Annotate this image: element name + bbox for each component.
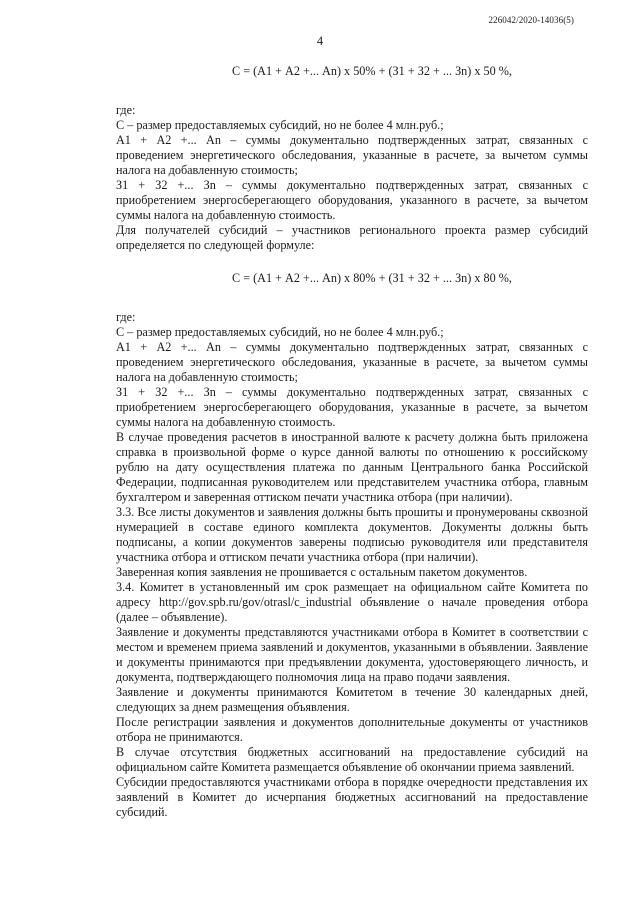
- after-registration-paragraph: После регистрации заявления и документов дополнительные документы от участников отбора не принимаются.: [116, 715, 588, 744]
- acceptance-period-paragraph: Заявление и документы принимаются Комитетом в течение 30 календарных дней, следующих за днем размещения объявления.: [116, 685, 588, 714]
- no-funds-paragraph: В случае отсутствия бюджетных ассигнований на предоставление субсидий на официальном сайте Комитета размещается объявление об окончании приема заявлений.: [116, 745, 588, 774]
- definition-a-2: А1 + А2 +... Аn – суммы документально подтвержденных затрат, связанных с проведением энергетического обследования, указанные в расчете, за вычетом суммы налога на добавленную стоимость;: [116, 340, 588, 384]
- document-number: 226042/2020-14036(5): [488, 15, 574, 25]
- definition-c-1: С – размер предоставляемых субсидий, но не более 4 млн.руб.;: [116, 118, 444, 132]
- section-3-4: 3.4. Комитет в установленный им срок размещает на официальном сайте Комитета по адресу http://gov.spb.ru/gov/otrasl/c_industrial объявление о начале проведения отбора (далее – объявление).: [116, 580, 588, 624]
- section-3-3: 3.3. Все листы документов и заявления должны быть прошиты и пронумерованы сквозной нумерацией в составе единого комплекта документов. Документы должны быть подписаны, а копии документов заверены подписью руководителя или представителя участника отбора и оттиском печати участника отбора (при наличии).: [116, 505, 588, 564]
- currency-paragraph: В случае проведения расчетов в иностранной валюте к расчету должна быть приложена справка в произвольной форме о курсе данной валюты по отношению к российскому рублю на дату осуществления платежа по данным Центрального банка Российской Федерации, подписанная руководителем или представителем участника отбора, главным бухгалтером и заверенная оттиском печати участника отбора (при наличии).: [116, 430, 588, 504]
- certified-copy-paragraph: Заверенная копия заявления не прошивается с остальным пакетом документов.: [116, 565, 528, 579]
- submission-paragraph: Заявление и документы представляются участниками отбора в Комитет в соответствии с местом и временем приема заявлений и документов, указанными в объявлении. Заявление и документы принимаются при предъявлении документа, удостоверяющего личность, и документа, подтверждающего полномочия лица на право подачи заявления.: [116, 625, 588, 684]
- where-label-2: где:: [116, 310, 136, 324]
- page-number: 4: [316, 34, 324, 48]
- where-label-1: где:: [116, 103, 136, 117]
- regional-project-paragraph: Для получателей субсидий – участников регионального проекта размер субсидий определяется по следующей формуле:: [116, 223, 588, 252]
- formula-80: С = (А1 + А2 +... Аn) х 80% + (З1 + З2 + ... Зn) х 80 %,: [232, 271, 512, 285]
- definition-z-1: З1 + З2 +... Зn – суммы документально подтвержденных затрат, связанных с приобретением энергосберегающего оборудования, указанного в расчете, за вычетом суммы налога на добавленную стоимость.: [116, 178, 588, 222]
- definition-a-1: А1 + А2 +... Аn – суммы документально подтвержденных затрат, связанных с проведением энергетического обследования, указанные в расчете, за вычетом суммы налога на добавленную стоимость;: [116, 133, 588, 177]
- document-body: [116, 64, 588, 820]
- formula-50: С = (А1 + А2 +... Аn) х 50% + (З1 + З2 + ... Зn) х 50 %,: [232, 64, 512, 78]
- definition-c-2: С – размер предоставляемых субсидий, но не более 4 млн.руб.;: [116, 325, 444, 339]
- definition-z-2: З1 + З2 +... Зn – суммы документально подтвержденных затрат, связанных с приобретением энергосберегающего оборудования, указанные в расчете, за вычетом суммы налога на добавленную стоимость.: [116, 385, 588, 429]
- order-paragraph: Субсидии предоставляются участниками отбора в порядке очередности представления их заявлений в Комитет до исчерпания бюджетных ассигнований на предоставление субсидий.: [116, 775, 588, 819]
